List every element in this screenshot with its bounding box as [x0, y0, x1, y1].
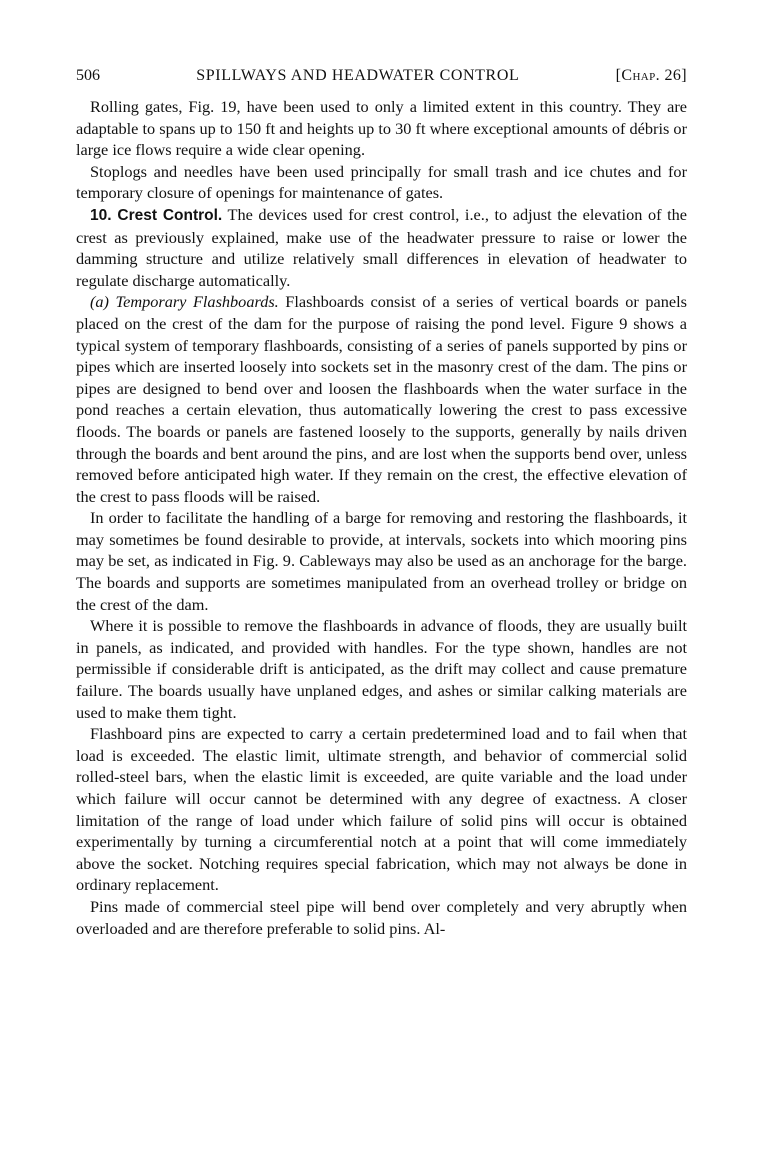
paragraph-crest-control: [76, 204, 687, 291]
subsection-heading-flashboards: (a) Temporary Flashboards.: [90, 292, 279, 312]
running-header: [76, 66, 687, 86]
document-page: [76, 66, 687, 939]
paragraph-panels: Where it is possible to remove the flashboards in advance of floods, they are usually built in panels, as indicated, and provided with handles. For the type shown, handles are not permissible if considerable drift is anticipated, as the drift may collect and cause premature failure. The boards usually have unplaned edges, and ashes or similar calking materials are used to make them tight.: [76, 616, 687, 722]
page-number: 506: [76, 67, 100, 84]
paragraph-barge: In order to facilitate the handling of a barge for removing and restoring the flashboards, it may sometimes be found desirable to provide, at intervals, sockets into which mooring pins may be set, as indicated in Fig. 9. Cableways may also be used as an anchorage for the barge. The boards and supports are sometimes manipulated from an overhead trolley or bridge on the crest of the dam.: [76, 508, 687, 614]
chapter-label: [Chap. 26]: [615, 67, 687, 84]
paragraph-flashboards: [76, 291, 687, 507]
paragraph-rolling-gates: Rolling gates, Fig. 19, have been used to only a limited extent in this country. They are adaptable to spans up to 150 ft and heights up to 30 ft where exceptional amounts of débris or large ice flows require a wide clear opening.: [76, 97, 687, 160]
section-heading-crest-control: 10. Crest Control.: [90, 206, 223, 224]
paragraph-steel-pipe: Pins made of commercial steel pipe will bend over completely and very abruptly when overloaded and are therefore preferable to solid pins. Al-: [76, 896, 687, 938]
paragraph-flashboards-text: Flashboards consist of a series of vertical boards or panels placed on the crest of the dam for the purpose of raising the pond level. Figure 9 shows a typical system of temporary flashboards, consisting of a series of panels supported by pins or pipes which are inserted loosely into sockets set in the masonry crest of the dam. The pins or pipes are designed to bend over and loosen the flashboards when the water surface in the pond reaches a certain elevation, thus automatically lowering the crest to pass excessive floods. The boards or panels are fastened loosely to the supports, generally by nails driven through the boards and bent around the pins, and are lost when the supports bend over, unless removed before anticipated high water. If they remain on the crest, the effective elevation of the crest to pass floods will be raised.: [76, 292, 687, 506]
paragraph-pins: Flashboard pins are expected to carry a certain predetermined load and to fail when that load is exceeded. The elastic limit, ultimate strength, and behavior of commercial solid rolled-steel bars, when the elastic limit is exceeded, are quite variable and the load under which failure will occur cannot be determined with any degree of exactness. A closer limitation of the range of load under which failure of solid pins will occur is obtained experimentally by turning a circumferential notch at a point that will come immediately above the socket. Notching requires special fabrication, which may not always be done in ordinary replacement.: [76, 724, 687, 895]
paragraph-stoplogs: Stoplogs and needles have been used principally for small trash and ice chutes and for temporary closure of openings for maintenance of gates.: [76, 161, 687, 203]
paragraph-crest-control-text: The devices used for crest control, i.e., to adjust the elevation of the crest as previously explained, make use of the headwater pressure to raise or lower the damming structure and utilize relatively small differences in elevation of headwater to regulate discharge automatically.: [76, 204, 687, 290]
running-title: SPILLWAYS AND HEADWATER CONTROL: [196, 67, 520, 84]
body-text: [76, 96, 687, 939]
